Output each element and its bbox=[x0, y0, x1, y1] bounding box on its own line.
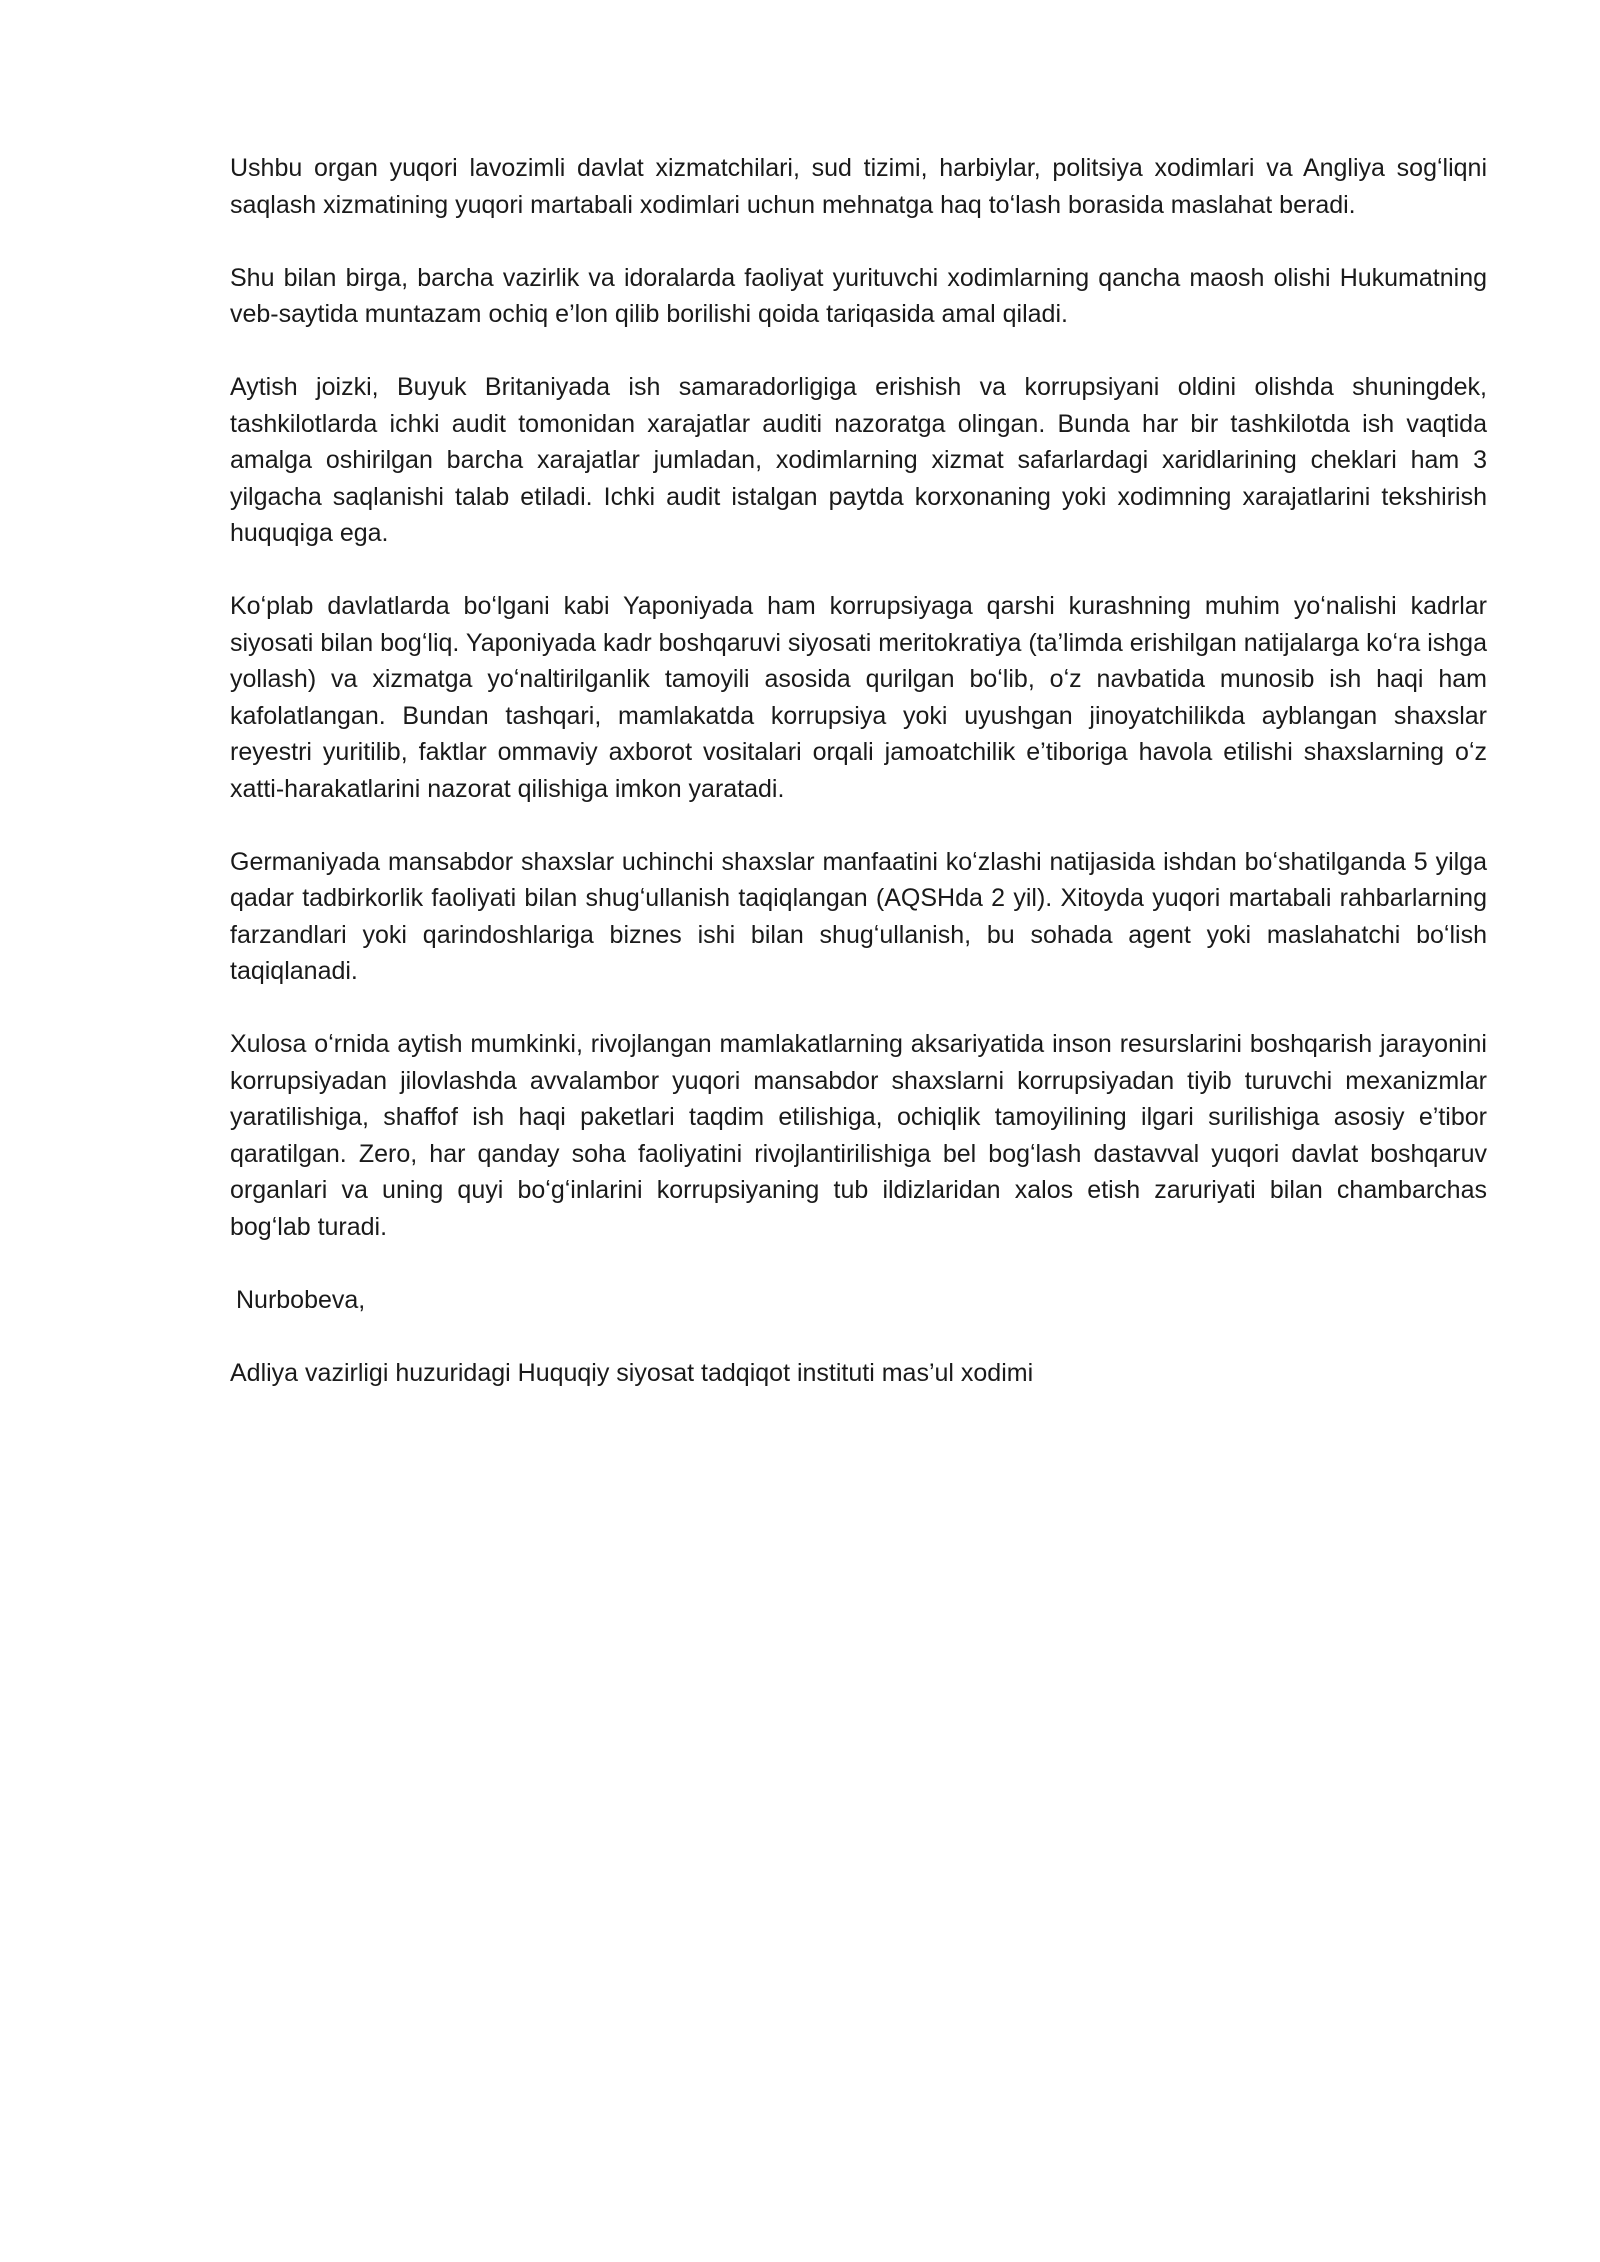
paragraph-germany-china-restrictions: Germaniyada mansabdor shaxslar uchinchi shaxslar manfaatini koʻzlashi natijasida ishdan boʻshatilganda 5 yilga qadar tadbirkorlik faoliyati bilan shugʻullanish taqiqlangan (AQSHda 2 yil). Xitoyda yuqori martabali rahbarlarning farzandlari yoki qarindoshlariga biznes ishi bilan shugʻullanish, bu sohada agent yoki maslahatchi boʻlish taqiqlanadi. bbox=[230, 847, 1487, 985]
paragraph-conclusion: Xulosa oʻrnida aytish mumkinki, rivojlangan mamlakatlarning aksariyatida inson resurslarini boshqarish jarayonini korrupsiyadan jilovlashda avvalambor yuqori mansabdor shaxslarni korrupsiyadan tiyib turuvchi mexanizmlar yaratilishiga, shaffof ish haqi paketlari taqdim etilishiga, ochiqlik tamoyilining ilgari surilishiga asosiy e’tibor qaratilgan. Zero, har qanday soha faoliyatini rivojlantirilishiga bel bogʻlash dastavval yuqori davlat boshqaruv organlari va uning quyi boʻgʻinlarini korrupsiyaning tub ildizlaridan xalos etish zaruriyati bilan chambarchas bogʻlab turadi. bbox=[230, 1030, 1487, 1241]
paragraph-uk-internal-audit: Aytish joizki, Buyuk Britaniyada ish samaradorligiga erishish va korrupsiyani oldini olishda shuningdek, tashkilotlarda ichki audit tomonidan xarajatlar auditi nazoratga olingan. Bunda har bir tashkilotda ish vaqtida amalga oshirilgan barcha xarajatlar jumladan, xodimlarning xizmat safarlardagi xaridlarining cheklari ham 3 yilgacha saqlanishi talab etiladi. Ichki audit istalgan paytda korxonaning yoki xodimning xarajatlarini tekshirish huquqiga ega. bbox=[230, 373, 1487, 547]
paragraph-salary-publication: Shu bilan birga, barcha vazirlik va idoralarda faoliyat yurituvchi xodimlarning qancha maosh olishi Hukumatning veb-saytida muntazam ochiq e’lon qilib borilishi qoida tariqasida amal qiladi. bbox=[230, 263, 1487, 328]
paragraph-japan-personnel-policy: Koʻplab davlatlarda boʻlgani kabi Yaponiyada ham korrupsiyaga qarshi kurashning muhim yoʻnalishi kadrlar siyosati bilan bogʻliq. Yaponiyada kadr boshqaruvi siyosati meritokratiya (ta’limda erishilgan natijalarga koʻra ishga yollash) va xizmatga yoʻnaltirilganlik tamoyili asosida qurilgan boʻlib, oʻz navbatida munosib ish haqi ham kafolatlangan. Bundan tashqari, mamlakatda korrupsiya yoki uyushgan jinoyatchilikda ayblangan shaxslar reyestri yuritilib, faktlar ommaviy axborot vositalari orqali jamoatchilik e’tiboriga havola etilishi shaxslarning oʻz xatti-harakatlarini nazorat qilishiga imkon yaratadi. bbox=[230, 592, 1487, 803]
paragraph-advisory-body: Ushbu organ yuqori lavozimli davlat xizmatchilari, sud tizimi, harbiylar, politsiya xodimlari va Angliya sogʻliqni saqlash xizmatining yuqori martabali xodimlari uchun mehnatga haq toʻlash borasida maslahat beradi. bbox=[230, 154, 1487, 219]
signature-name: Nurbobeva, bbox=[236, 1285, 366, 1314]
signature-position: Adliya vazirligi huzuridagi Huquqiy siyosat tadqiqot instituti mas’ul xodimi bbox=[230, 1358, 1034, 1387]
document-body bbox=[230, 150, 1487, 1391]
